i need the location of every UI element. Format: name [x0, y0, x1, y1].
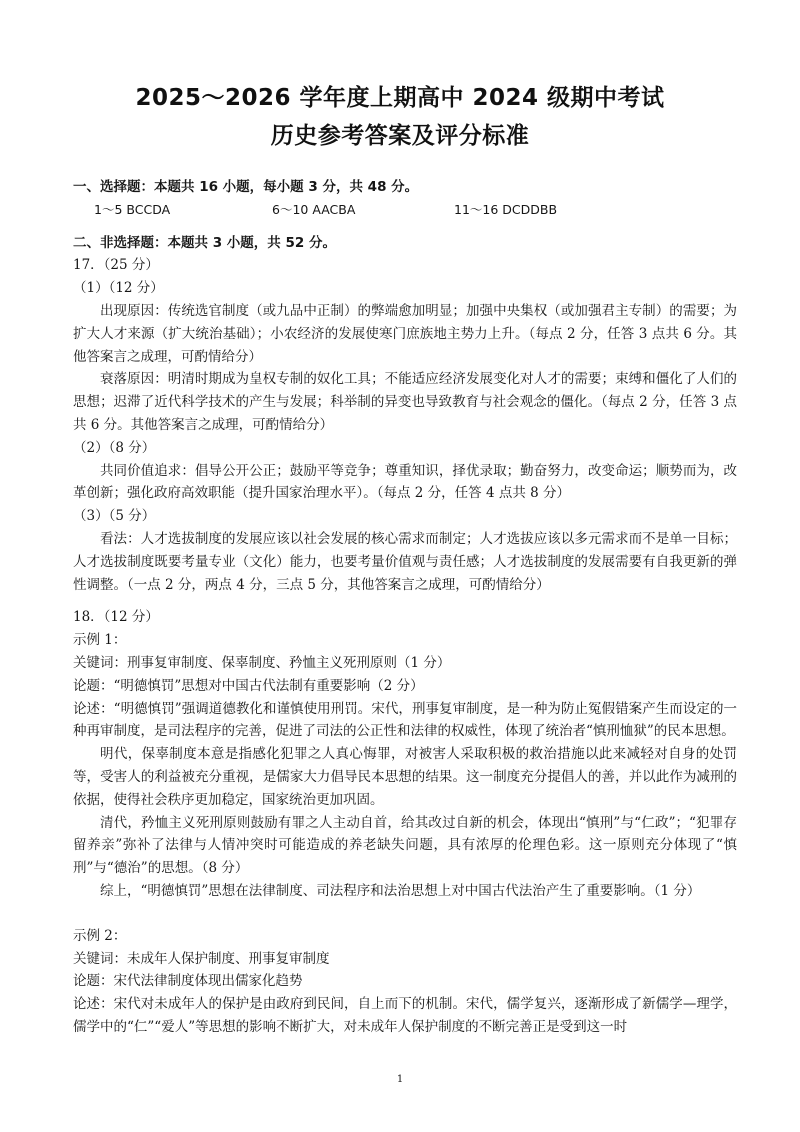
q18-example1-argument-2: 明代，保辜制度本意是指感化犯罪之人真心悔罪，对被害人采取积极的救治措施以此来减轻对自身的处罚等，受害人的利益被充分重视，是儒家大力倡导民本思想的结果。这一制度充分提倡人的善，并以此作为减刑的依据，使得社会秩序更加稳定，国家统治更加巩固。 — [73, 746, 737, 808]
q18-example1-topic: 论题：“明德慎罚”思想对中国古代法制有重要影响（2 分） — [73, 677, 424, 694]
q18-example1-conclusion: 综上，“明德慎罚”思想在法律制度、司法程序和法治思想上对中国古代法治产生了重要影响。（1 分） — [100, 882, 701, 899]
document-subtitle: 历史参考答案及评分标准 — [270, 123, 530, 149]
q18-example1-argument-3: 清代，矜恤主义死刑原则鼓励有罪之人主动自首，给其改过自新的机会，体现出“慎刑”与“仁政”；“犯罪存留养亲”弥补了法律与人情冲突时可能造成的养老缺失问题，具有浓厚的伦理色彩。这一原则充分体现了“慎刑”与“德治”的思想。（8 分） — [73, 814, 737, 877]
q17-part1-heading: （1）（12 分） — [73, 280, 164, 297]
q18-example1-keywords: 关键词：刑事复审制度、保辜制度、矜恤主义死刑原则（1 分） — [73, 654, 451, 671]
q17-part1-answer-b: 衰落原因：明清时期成为皇权专制的奴化工具；不能适应经济发展变化对人才的需要；束缚和僵化了人们的思想；迟滞了近代科学技术的产生与发展；科举制的异变也导致教育与社会观念的僵化。（每点 2 分，任答 3 点共 6 分。其他答案言之成理，可酌情给分） — [73, 371, 737, 433]
answer-group-1: 1～5 BCCDA — [94, 201, 171, 217]
q18-example2-label: 示例 2： — [73, 927, 127, 944]
answer-body — [73, 176, 737, 1039]
choice-answers — [73, 199, 737, 222]
q18-example2-argument-1: 论述：宋代对未成年人的保护是由政府到民间，自上而下的机制。宋代，儒学复兴，逐渐形成了新儒学—理学，儒学中的“仁”“爱人”等思想的影响不断扩大，对未成年人保护制度的不断完善正是受到这一时 — [73, 996, 737, 1035]
section-heading-choice: 一、选择题：本题共 16 小题，每小题 3 分，共 48 分。 — [73, 179, 419, 195]
q17-part1-answer-a: 出现原因：传统选官制度（或九品中正制）的弊端愈加明显；加强中央集权（或加强君主专制）的需要；为扩大人才来源（扩大统治基础）；小农经济的发展使寒门庶族地主势力上升。（每点 2 分，任答 3 点共 6 分。其他答案言之成理，可酌情给分） — [73, 302, 737, 365]
q17-part3-answer: 看法：人才选拔制度的发展应该以社会发展的核心需求而制定；人才选拔应该以多元需求而不是单一目标；人才选拔制度既要考量专业（文化）能力，也要考量价值观与责任感；人才选拔制度的发展需要有自我更新的弹性调整。（一点 2 分，两点 4 分，三点 5 分，其他答案言之成理，可酌情给分） — [73, 530, 737, 593]
q18-example1-argument-1: 论述：“明德慎罚”强调道德教化和谨慎使用刑罚。宋代，刑事复审制度，是一种为防止冤假错案产生而设定的一种再审制度，是司法程序的完善，促进了司法的公正性和法律的权威性，体现了统治者“慎刑恤狱”的民本思想。 — [73, 700, 737, 740]
document-title: 2025～2026 学年度上期高中 2024 级期中考试 — [135, 85, 665, 111]
q18-heading: 18．（12 分） — [73, 609, 159, 626]
answer-group-3: 11～16 DCDDBB — [454, 201, 558, 217]
q17-part2-heading: （2）（8 分） — [73, 439, 156, 456]
q18-example1-label: 示例 1： — [73, 632, 127, 649]
q17-part2-answer: 共同价值追求：倡导公开公正；鼓励平等竞争；尊重知识，择优录取；勤奋努力，改变命运；顺势而为，改革创新；强化政府高效职能（提升国家治理水平）。（每点 2 分，任答 4 点共 8 分） — [73, 462, 737, 502]
answer-group-2: 6～10 AACBA — [272, 201, 356, 217]
q17-part3-heading: （3）（5 分） — [73, 508, 156, 525]
page-number: 1 — [396, 1074, 404, 1085]
q18-example2-topic: 论题：宋代法律制度体现出儒家化趋势 — [73, 973, 303, 990]
q18-example2-keywords: 关键词：未成年人保护制度、刑事复审制度 — [73, 950, 330, 967]
q17-heading: 17．（25 分） — [73, 257, 159, 274]
section-heading-nonchoice: 二、非选择题：本题共 3 小题，共 52 分。 — [73, 234, 336, 251]
